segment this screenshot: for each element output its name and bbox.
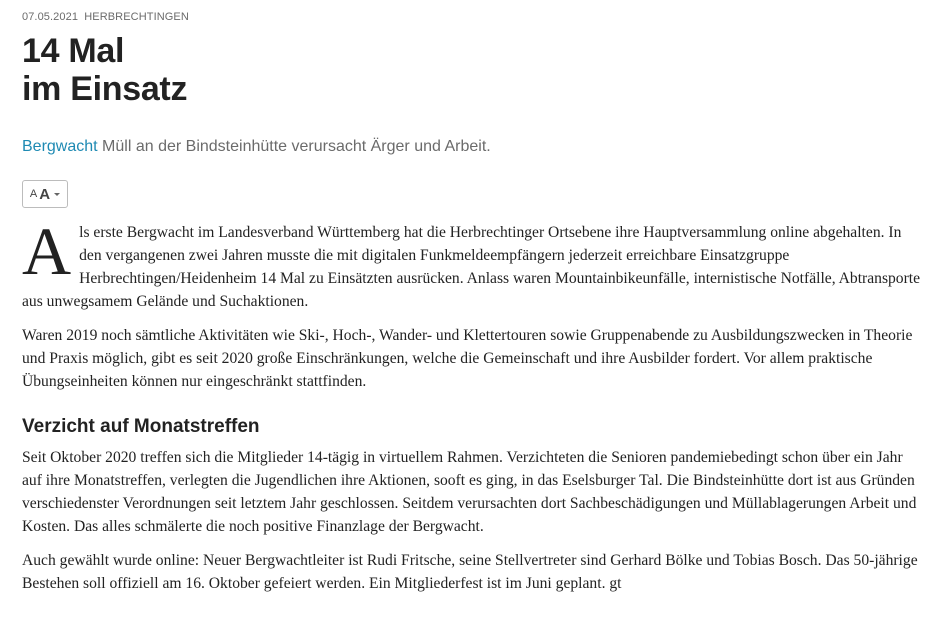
chevron-down-icon — [54, 193, 60, 196]
article — [22, 0, 926, 595]
large-font-icon: A — [39, 185, 51, 203]
paragraph-2: Waren 2019 noch sämtliche Aktivitäten wie Ski-, Hoch-, Wander- und Klettertouren sowie Gruppenabende zu Ausbildungszwecken in Theorie und Praxis möglich, gibt es seit 2020 große Einschränkungen, welche die Gemeinschaft und ihre Ausbilder fordert. Vor allem praktische Übungseinheiten können nur eingeschränkt stattfinden. — [22, 327, 913, 390]
small-font-icon: A — [29, 188, 38, 200]
teaser-text: Müll an der Bindsteinhütte verursacht Ärger und Arbeit. — [102, 138, 491, 155]
drop-cap: A — [22, 213, 72, 289]
paragraph-1-text: ls erste Bergwacht im Landesverband Württemberg hat die Herbrechtinger Ortsebene ihre Hauptversammlung online abgehalten. In den vergangenen zwei Jahren musste die mit digitalen Funkmeldeempfängern jederzeit erreichbare Einsatzgruppe Herbrechtingen/Heidenheim 14 Mal zu Einsätzten ausrücken. Anlass waren Mountainbikeunfälle, internistische Notfälle, Abtransporte aus unwegsamem Gelände und Suchaktionen. — [22, 224, 921, 310]
article-meta — [22, 11, 926, 23]
paragraph-1 — [22, 213, 926, 313]
headline-line-2: im Einsatz — [22, 70, 188, 108]
section-heading: Verzicht auf Monatstreffen — [22, 416, 260, 437]
teaser — [22, 138, 926, 156]
paragraph-3: Seit Oktober 2020 treffen sich die Mitglieder 14-tägig in virtuellem Rahmen. Verzichteten die Senioren pandemiebedingt schon über ein Jahr auf ihre Monatstreffen, verlegten die Jugendlichen ihre Aktionen, sooft es ging, in das Eselsburger Tal. Die Bindsteinhütte dort ist aus Gründen verschiedenster Verordnungen seit letztem Jahr geschlossen. Seitdem verursachten dort Sachbeschädigungen und Müllablagerungen Arbeit und Kosten. Das alles schmälerte die noch positive Finanzlage der Bergwacht. — [22, 449, 917, 535]
publish-date: 07.05.2021 — [22, 11, 79, 23]
paragraph-4: Auch gewählt wurde online: Neuer Bergwachtleiter ist Rudi Fritsche, seine Stellvertreter sind Gerhard Bölke und Tobias Bosch. Das 50-jährige Bestehen soll offiziell am 16. Oktober gefeiert werden. Ein Mitgliederfest ist im Juni geplant. gt — [22, 552, 918, 592]
location-label: HERBRECHTINGEN — [84, 11, 189, 23]
teaser-kicker: Bergwacht — [22, 138, 98, 155]
font-size-toggle-button[interactable] — [22, 180, 68, 208]
page-title — [22, 32, 926, 108]
headline-line-1: 14 Mal — [22, 32, 125, 70]
